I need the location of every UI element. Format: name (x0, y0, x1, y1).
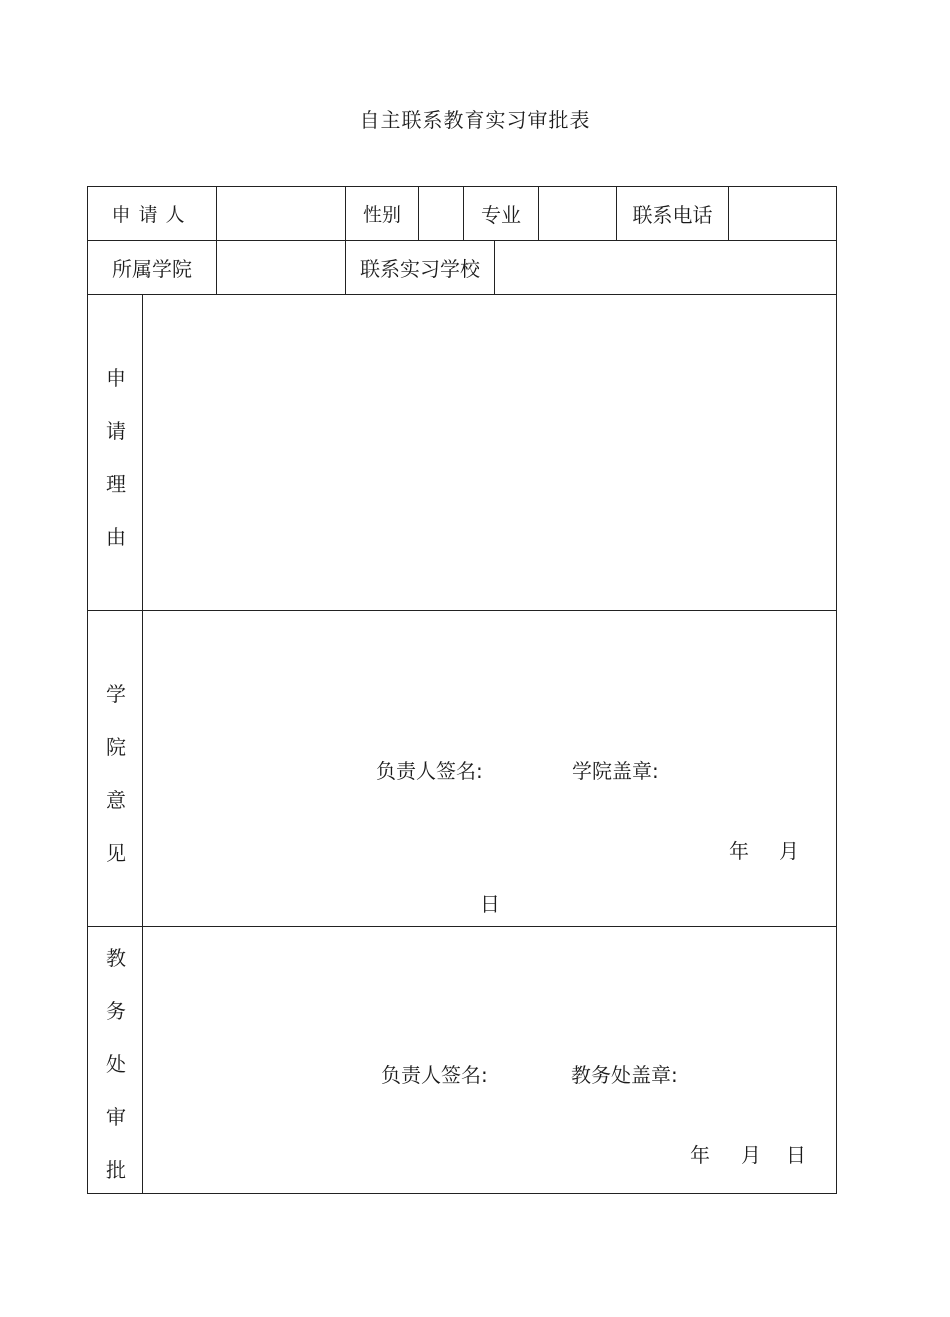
reason-label-char: 申 (106, 366, 126, 390)
college-date-day: 日 (480, 892, 500, 916)
internship-school-field[interactable] (495, 241, 836, 294)
affairs-date-year: 年 (690, 1143, 710, 1167)
affairs-approval-label-char: 处 (106, 1052, 126, 1076)
affairs-date-day: 日 (786, 1143, 806, 1167)
college-opinion-label-char: 院 (106, 735, 126, 759)
phone-label: 联系电话 (632, 203, 713, 227)
gender-field[interactable] (419, 187, 463, 240)
reason-label-char: 由 (106, 525, 126, 549)
college-date-year: 年 (729, 839, 749, 863)
affairs-signer-label: 负责人签名: (381, 1063, 488, 1087)
gender-label: 性别 (362, 204, 401, 226)
affairs-approval-label-char: 教 (106, 946, 126, 970)
college-field[interactable] (217, 241, 345, 294)
row-divider (87, 610, 837, 611)
reason-label-char: 请 (106, 419, 126, 443)
phone-field[interactable] (729, 187, 836, 240)
internship-school-label: 联系实习学校 (360, 257, 480, 281)
major-field[interactable] (539, 187, 616, 240)
affairs-approval-label-char: 批 (106, 1158, 126, 1182)
reason-label-char: 理 (106, 472, 126, 496)
college-seal-label: 学院盖章: (572, 759, 659, 783)
affairs-date-month: 月 (741, 1143, 761, 1167)
affairs-approval-label-char: 审 (106, 1105, 126, 1129)
applicant-field[interactable] (217, 187, 345, 240)
form-title: 自主联系教育实习审批表 (359, 108, 591, 132)
college-label: 所属学院 (112, 257, 192, 281)
college-signer-label: 负责人签名: (376, 759, 483, 783)
reason-field[interactable] (143, 295, 836, 610)
affairs-approval-label-char: 务 (106, 999, 126, 1023)
affairs-seal-label: 教务处盖章: (571, 1063, 678, 1087)
major-label: 专业 (481, 203, 521, 227)
college-date-month: 月 (779, 839, 799, 863)
applicant-label: 申请人 (111, 204, 193, 226)
college-opinion-label-char: 学 (106, 682, 126, 706)
row-divider (87, 926, 837, 927)
college-opinion-label-char: 见 (106, 841, 126, 865)
college-opinion-label-char: 意 (106, 788, 126, 812)
